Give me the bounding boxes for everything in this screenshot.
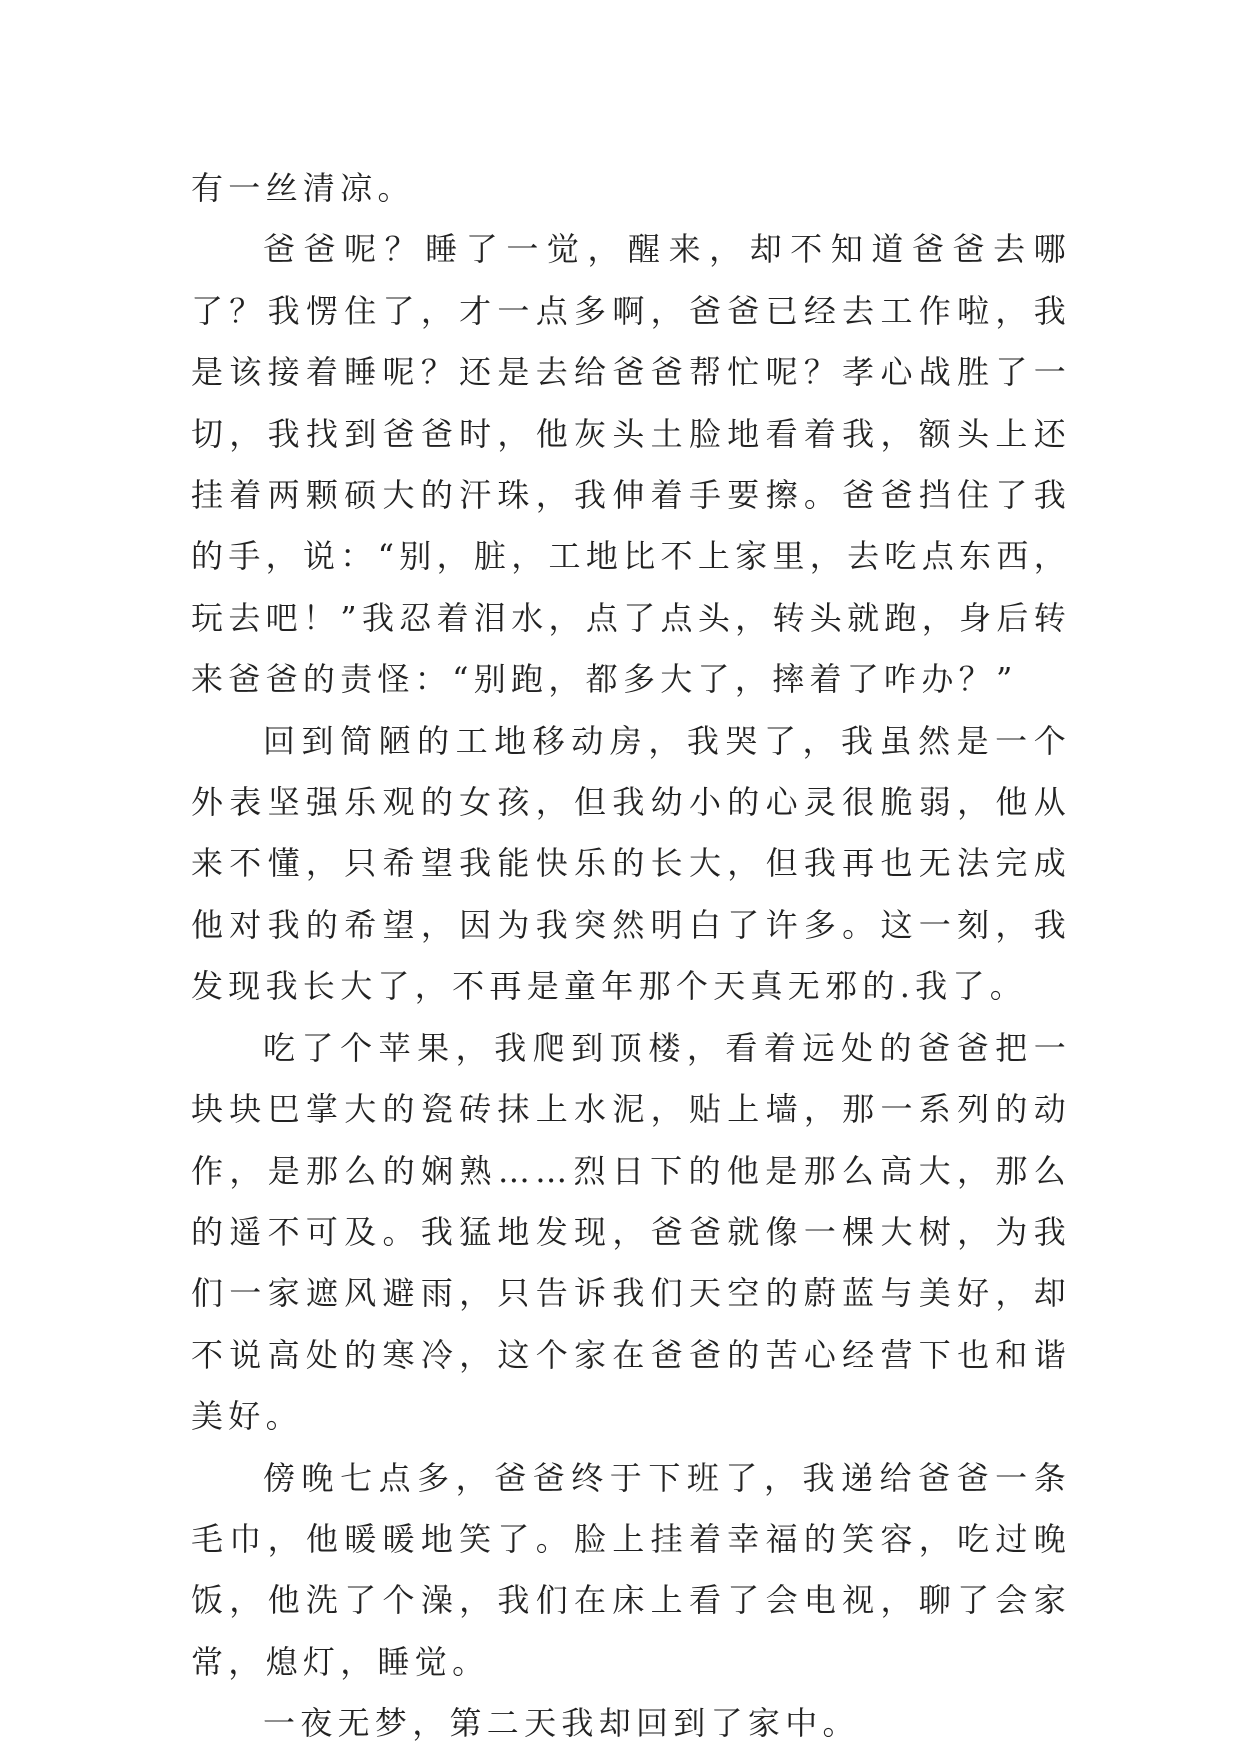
paragraph-6: 一夜无梦，第二天我却回到了家中。	[263, 1704, 860, 1743]
paragraph-1: 有一丝清凉。	[191, 169, 415, 207]
paragraph-2: 爸爸呢？睡了一觉，醒来，却不知道爸爸去哪了？我愣住了，才一点多啊，爸爸已经去工作啦，我是该接着睡呢？还是去给爸爸帮忙呢？孝心战胜了一切，我找到爸爸时，他灰头土脸地看着我，额头上还挂着两颗硕大的汗珠，我伸着手要擦。爸爸挡住了我的手，说：“别，脏，工地比不上家里，去吃点东西，玩去吧！”我忍着泪水，点了点头，转头就跑，身后转来爸爸的责怪：“别跑，都多大了，摔着了咋办？”	[191, 230, 1071, 699]
paragraph-3: 回到简陋的工地移动房，我哭了，我虽然是一个外表坚强乐观的女孩，但我幼小的心灵很脆弱，他从来不懂，只希望我能快乐的长大，但我再也无法完成他对我的希望，因为我突然明白了许多。这一刻，我发现我长大了，不再是童年那个天真无邪的.我了。	[191, 721, 1071, 1006]
paragraph-5: 傍晚七点多，爸爸终于下班了，我递给爸爸一条毛巾，他暖暖地笑了。脸上挂着幸福的笑容，吃过晚饭，他洗了个澡，我们在床上看了会电视，聊了会家常，熄灯，睡觉。	[191, 1458, 1071, 1681]
document-body	[191, 158, 1071, 1755]
paragraph-4: 吃了个苹果，我爬到顶楼，看着远处的爸爸把一块块巴掌大的瓷砖抹上水泥，贴上墙，那一系列的动作，是那么的娴熟……烈日下的他是那么高大，那么的遥不可及。我猛地发现，爸爸就像一棵大树，为我们一家遮风避雨，只告诉我们天空的蔚蓝与美好，却不说高处的寒冷，这个家在爸爸的苦心经营下也和谐美好。	[191, 1028, 1071, 1436]
